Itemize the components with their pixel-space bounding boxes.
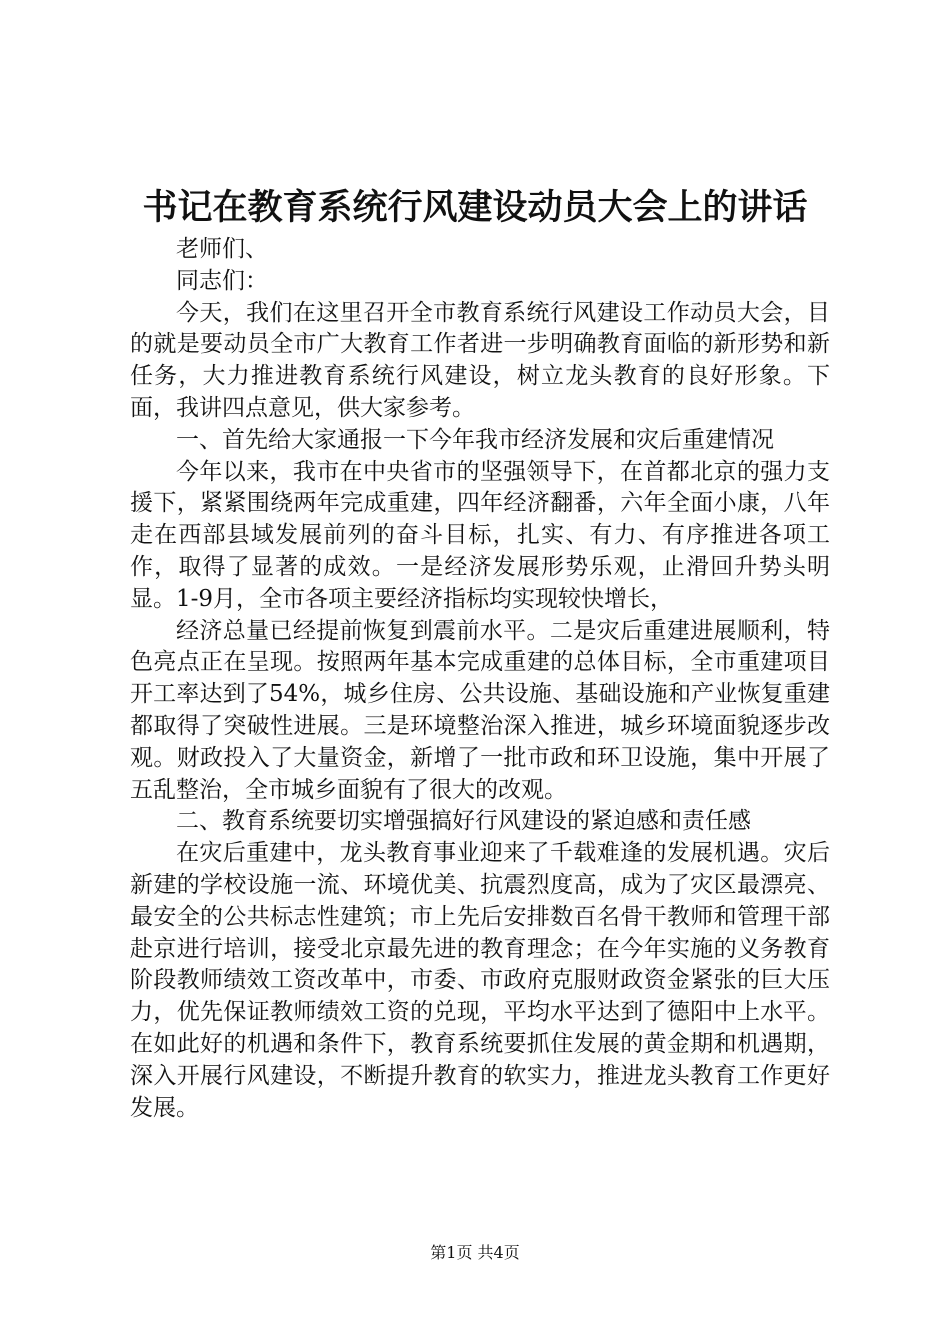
paragraph-economy: 今年以来，我市在中央省市的坚强领导下，在首都北京的强力支援下，紧紧围绕两年完成重建，四年经济翻番，六年全面小康，八年走在西部县域发展前列的奋斗目标，扎实、有力、有序推进各项工作，取得了显著的成效。一是经济发展形势乐观，止滑回升势头明显。1-9月，全市各项主要经济指标均实现较快增长， [130, 458, 830, 612]
section-heading-1: 一、首先给大家通报一下今年我市经济发展和灾后重建情况 [176, 426, 774, 453]
salutation-teachers: 老师们、 [176, 236, 268, 262]
section-heading-2: 二、教育系统要切实增强搞好行风建设的紧迫感和责任感 [176, 808, 751, 835]
page-number: 第1页 共4页 [430, 1243, 520, 1262]
paragraph-education-opportunity: 在灾后重建中，龙头教育事业迎来了千载难逢的发展机遇。灾后新建的学校设施一流、环境优美、抗震烈度高，成为了灾区最漂亮、最安全的公共标志性建筑；市上先后安排数百名骨干教师和管理干部赴京进行培训，接受北京最先进的教育理念；在今年实施的义务教育阶段教师绩效工资改革中，市委、市政府克服财政资金紧张的巨大压力，优先保证教师绩效工资的兑现，平均水平达到了德阳中上水平。在如此好的机遇和条件下，教育系统要抓住发展的黄金期和机遇期，深入开展行风建设，不断提升教育的软实力，推进龙头教育工作更好发展。 [130, 840, 830, 1121]
paragraph-reconstruction: 经济总量已经提前恢复到震前水平。二是灾后重建进展顺利，特色亮点正在呈现。按照两年基本完成重建的总体目标，全市重建项目开工率达到了54%，城乡住房、公共设施、基础设施和产业恢复重建都取得了突破性进展。三是环境整治深入推进，城乡环境面貌逐步改观。财政投入了大量资金，新增了一批市政和环卫设施，集中开展了五乱整治，全市城乡面貌有了很大的改观。 [130, 617, 830, 803]
salutation-comrades: 同志们： [176, 267, 268, 294]
paragraph-opening: 今天，我们在这里召开全市教育系统行风建设工作动员大会，目的就是要动员全市广大教育工作者进一步明确教育面临的新形势和新任务，大力推进教育系统行风建设，树立龙头教育的良好形象。下面，我讲四点意见，供大家参考。 [130, 299, 830, 421]
page-title: 书记在教育系统行风建设动员大会上的讲话 [142, 188, 808, 228]
document-body [130, 234, 830, 1124]
